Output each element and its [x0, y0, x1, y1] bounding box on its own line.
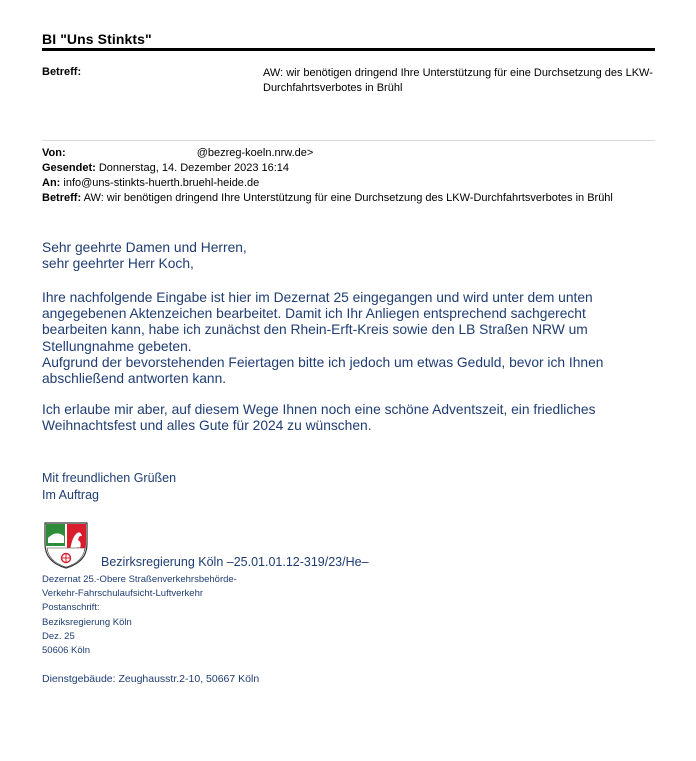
email-subject-line: [42, 191, 652, 207]
signature-line: Dez. 25: [42, 630, 75, 642]
closing: [42, 470, 176, 503]
signature-address: [42, 573, 237, 658]
closing-line-2: Im Auftrag: [42, 487, 99, 502]
signature-authority: Bezirksregierung Köln –25.01.01.12-319/23/He–: [101, 555, 369, 569]
signature-building: Dienstgebäude: Zeughausstr.2-10, 50667 Köln: [42, 673, 260, 685]
sent-label: Gesendet:: [42, 162, 96, 174]
from-value[interactable]: @bezreg-koeln.nrw.de>: [196, 147, 314, 159]
body-paragraph-1: Ihre nachfolgende Eingabe ist hier im Dezernat 25 eingegangen und wird unter dem unten angegebenen Aktenzeichen bearbeitet. Damit ich Ihr Anliegen entsprechend sachgerecht bearbeiten kann, habe ich zunächst den Rhein-Erft-Kreis sowie den LB Straßen NRW um Stellungnahme gebeten.: [42, 290, 593, 354]
to-value[interactable]: info@uns-stinkts-huerth.bruehl-heide.de: [63, 177, 260, 189]
greeting: [42, 240, 652, 272]
sent-value: Donnerstag, 14. Dezember 2023 16:14: [98, 162, 290, 174]
redacted-name: [69, 146, 197, 157]
body-paragraph-2: Aufgrund der bevorstehenden Feiertagen bitte ich jedoch um etwas Geduld, bevor ich Ihnen abschließend antworten kann.: [42, 355, 604, 387]
header-divider: [42, 140, 655, 141]
signature-line: 50606 Köln: [42, 645, 91, 657]
org-title: BI "Uns Stinkts": [42, 31, 152, 47]
signature-line: Postanschrift:: [42, 602, 100, 614]
nrw-coat-of-arms-icon: [42, 520, 90, 570]
signature-line: Beziksregierung Köln: [42, 616, 132, 628]
subject-value: AW: wir benötigen dringend Ihre Unterstützung für eine Durchsetzung des LKW-Durchfahrtsverbotes in Brühl: [263, 67, 653, 94]
body-paragraph-3: Ich erlaube mir aber, auf diesem Wege Ihnen noch eine schöne Adventszeit, ein friedliches Weihnachtsfest und alles Gute für 2024 zu wünschen.: [42, 402, 596, 434]
signature-line: Dezernat 25.-Obere Straßenverkehrsbehörde-: [42, 574, 237, 585]
closing-line-1: Mit freundlichen Grüßen: [42, 471, 177, 485]
email-subject-value: AW: wir benötigen dringend Ihre Unterstützung für eine Durchsetzung des LKW-Durchfahrtsverbotes in Brühl: [83, 192, 613, 204]
from-label: Von:: [42, 147, 66, 159]
title-rule: [42, 48, 655, 51]
to-line: [42, 176, 652, 192]
greeting-line-2: sehr geehrter Herr Koch,: [42, 256, 194, 272]
greeting-line-1: Sehr geehrte Damen und Herren,: [42, 240, 247, 255]
subject-label: Betreff:: [42, 66, 82, 78]
sent-line: [42, 161, 652, 177]
signature-line: Verkehr-Fahrschulaufsicht-Luftverkehr: [42, 588, 204, 600]
from-line: [42, 146, 652, 162]
email-subject-label: Betreff:: [42, 192, 82, 204]
to-label: An:: [42, 177, 61, 189]
